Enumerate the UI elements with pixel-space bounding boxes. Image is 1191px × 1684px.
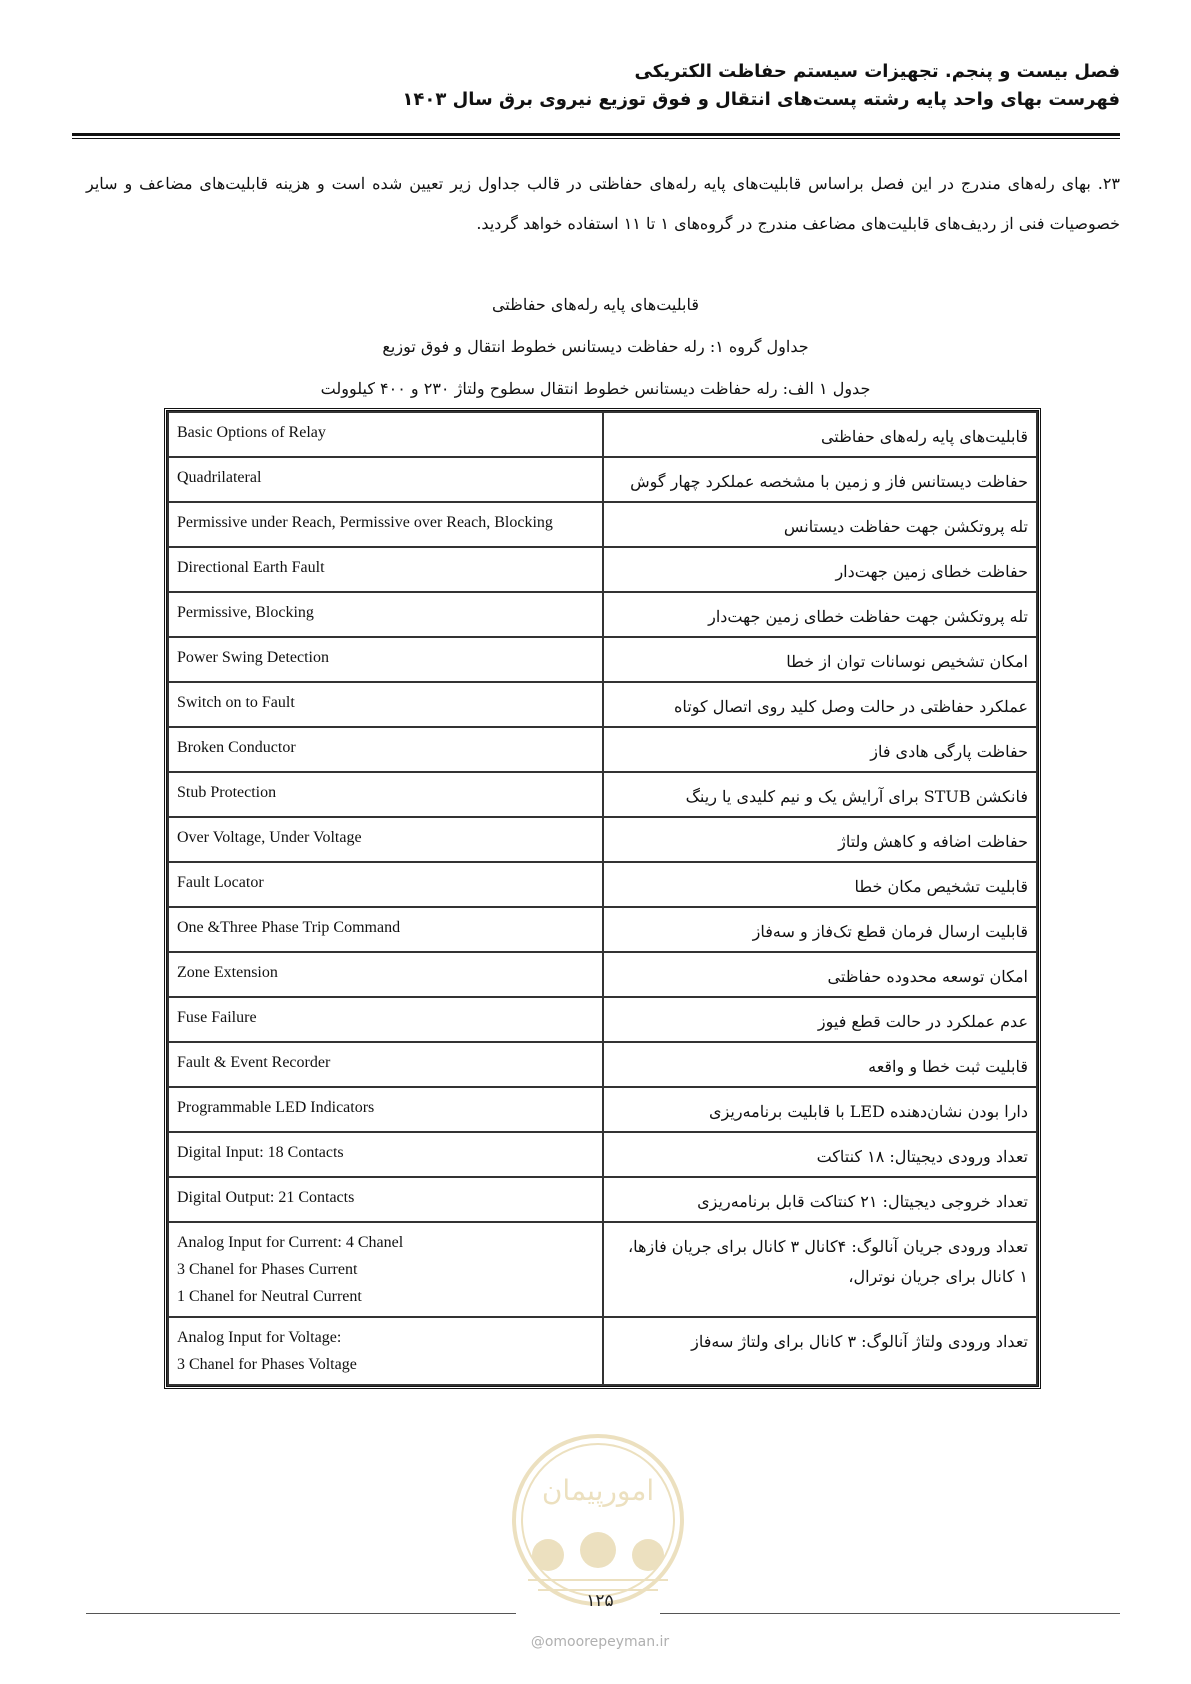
english-cell [168,412,603,457]
persian-cell [603,1222,1037,1317]
persian-text: قابلیت تشخیص مکان خطا [854,877,1028,896]
persian-cell [603,637,1037,682]
persian-cell [603,907,1037,952]
english-cell [168,637,603,682]
english-text: Over Voltage, Under Voltage [177,829,362,846]
table-caption: جدول ۱ الف: رله حفاظت دیستانس خطوط انتقال سطوح ولتاژ ۲۳۰ و ۴۰۰ کیلوولت [320,379,871,398]
english-text: Programmable LED Indicators [177,1099,375,1116]
persian-cell [603,1087,1037,1132]
persian-text: عملکرد حفاظتی در حالت وصل کلید روی اتصال کوتاه [674,697,1028,716]
persian-cell [603,862,1037,907]
english-text: One &Three Phase Trip Command [177,919,401,936]
english-cell [168,682,603,727]
persian-text: تعداد ورودی جریان آنالوگ: ۴کانال ۳ کانال برای جریان فازها، [627,1237,1028,1256]
english-text: Digital Output: 21 Contacts [177,1189,355,1206]
persian-text: حفاظت پارگی هادی فاز [870,742,1028,761]
english-text: Fault & Event Recorder [177,1054,331,1071]
table-row [168,997,1037,1042]
english-cell [168,862,603,907]
persian-cell [603,682,1037,727]
persian-cell [603,547,1037,592]
group-title: جداول گروه ۱: رله حفاظت دیستانس خطوط انتقال و فوق توزیع [382,337,809,356]
table-row [168,1177,1037,1222]
intro-paragraph: ۲۳. بهای رله‌های مندرج در این فصل براساس قابلیت‌های پایه رله‌های حفاظتی در قالب جداول زیر تعیین شده است و هزینه قابلیت‌های مضاعف و سایر خصوصیات فنی از ردیف‌های قابلیت‌های مضاعف مندرج در گروه‌های ۱ تا ۱۱ استفاده خواهد گردید. [86,174,1120,233]
english-text: Fuse Failure [177,1009,257,1026]
persian-text: حفاظت دیستانس فاز و زمین با مشخصه عملکرد چهار گوش [630,472,1028,491]
table-row [168,907,1037,952]
persian-text: تله پروتکشن جهت حفاظت دیستانس [783,517,1028,536]
table-row [168,547,1037,592]
english-text: Permissive, Blocking [177,604,314,621]
table-row [168,1042,1037,1087]
english-cell [168,1177,603,1222]
page-header [70,58,1120,114]
persian-text: فانکشن STUB برای آرایش یک و نیم کلیدی یا رینگ [685,787,1028,806]
chapter-title: فصل بیست و پنجم. تجهیزات سیستم حفاظت الکتریکی [634,61,1120,82]
table-row [168,1317,1037,1385]
persian-text: تله پروتکشن جهت حفاظت خطای زمین جهت‌دار [708,607,1028,626]
watermark-text: امورپیمان [541,1474,655,1507]
persian-text: قابلیت ارسال فرمان قطع تک‌فاز و سه‌فاز [752,922,1028,941]
table-row [168,1132,1037,1177]
table-row [168,1222,1037,1317]
english-cell [168,952,603,997]
english-text: 1 Chanel for Neutral Current [177,1288,362,1305]
english-text: Basic Options of Relay [177,424,326,441]
persian-cell [603,1177,1037,1222]
table-row [168,457,1037,502]
persian-cell [603,592,1037,637]
english-cell [168,997,603,1042]
persian-cell [603,727,1037,772]
persian-text: تعداد ورودی دیجیتال: ۱۸ کنتاکت [816,1147,1028,1166]
persian-text: امکان توسعه محدوده حفاظتی [827,967,1028,986]
english-cell [168,1087,603,1132]
english-cell [168,457,603,502]
english-text: Zone Extension [177,964,278,981]
header-rule-thick [72,133,1120,136]
english-text: Directional Earth Fault [177,559,325,576]
persian-text: دارا بودن نشان‌دهنده LED با قابلیت برنامه‌ریزی [709,1102,1028,1121]
table-row [168,1087,1037,1132]
relay-options-table [164,408,1041,1389]
persian-cell [603,1317,1037,1385]
persian-text: عدم عملکرد در حالت قطع فیوز [817,1012,1028,1031]
table-row [168,952,1037,997]
english-text: Digital Input: 18 Contacts [177,1144,344,1161]
english-text: Analog Input for Current: 4 Chanel [177,1234,404,1251]
section-title: قابلیت‌های پایه رله‌های حفاظتی [491,295,700,314]
persian-cell [603,412,1037,457]
persian-text: ۱ کانال برای جریان نوترال، [848,1267,1028,1286]
english-cell [168,727,603,772]
table-row [168,682,1037,727]
table-row [168,862,1037,907]
persian-text: امکان تشخیص نوسانات توان از خطا [786,652,1028,671]
english-cell [168,907,603,952]
persian-cell [603,997,1037,1042]
table-body [168,412,1037,1385]
english-text: Switch on to Fault [177,694,295,711]
table-row [168,637,1037,682]
persian-cell [603,952,1037,997]
english-text: 3 Chanel for Phases Current [177,1261,358,1278]
english-text: Analog Input for Voltage: [177,1329,342,1346]
table-row [168,412,1037,457]
footer-link: @omoorepeyman.ir [530,1634,670,1650]
english-text: Stub Protection [177,784,277,801]
english-text: Permissive under Reach, Permissive over Reach, Blocking [177,514,553,531]
table-row [168,592,1037,637]
logo-watermark [508,1430,688,1610]
english-text: Quadrilateral [177,469,262,486]
document-title: فهرست بهای واحد پایه رشته پست‌های انتقال و فوق توزیع نیروی برق سال ۱۴۰۳ [402,89,1120,110]
table-row [168,727,1037,772]
persian-cell [603,1132,1037,1177]
persian-text: قابلیت ثبت خطا و واقعه [868,1057,1028,1076]
english-cell [168,1042,603,1087]
english-cell [168,1222,603,1317]
persian-text: تعداد ورودی ولتاژ آنالوگ: ۳ کانال برای ولتاژ سه‌فاز [691,1332,1028,1351]
persian-cell [603,1042,1037,1087]
persian-cell [603,502,1037,547]
footer-rule-right [660,1613,1120,1614]
persian-text: قابلیت‌های پایه رله‌های حفاظتی [820,427,1028,446]
english-text: Fault Locator [177,874,264,891]
english-cell [168,1317,603,1385]
page-number: ۱۲۵ [586,1591,614,1611]
english-text: Broken Conductor [177,739,296,756]
persian-text: حفاظت اضافه و کاهش ولتاژ [838,832,1028,851]
persian-text: تعداد خروجی دیجیتال: ۲۱ کنتاکت قابل برنامه‌ریزی [697,1192,1028,1211]
english-text: Power Swing Detection [177,649,329,666]
english-cell [168,502,603,547]
english-text: 3 Chanel for Phases Voltage [177,1356,357,1373]
english-cell [168,817,603,862]
table-row [168,772,1037,817]
table-titles [0,284,1191,410]
english-cell [168,1132,603,1177]
persian-cell [603,817,1037,862]
persian-cell [603,772,1037,817]
persian-text: حفاظت خطای زمین جهت‌دار [835,562,1028,581]
table-row [168,817,1037,862]
english-cell [168,592,603,637]
persian-cell [603,457,1037,502]
table-row [168,502,1037,547]
english-cell [168,547,603,592]
header-rule-thin [72,138,1120,139]
english-cell [168,772,603,817]
footer-rule-left [86,1613,516,1614]
